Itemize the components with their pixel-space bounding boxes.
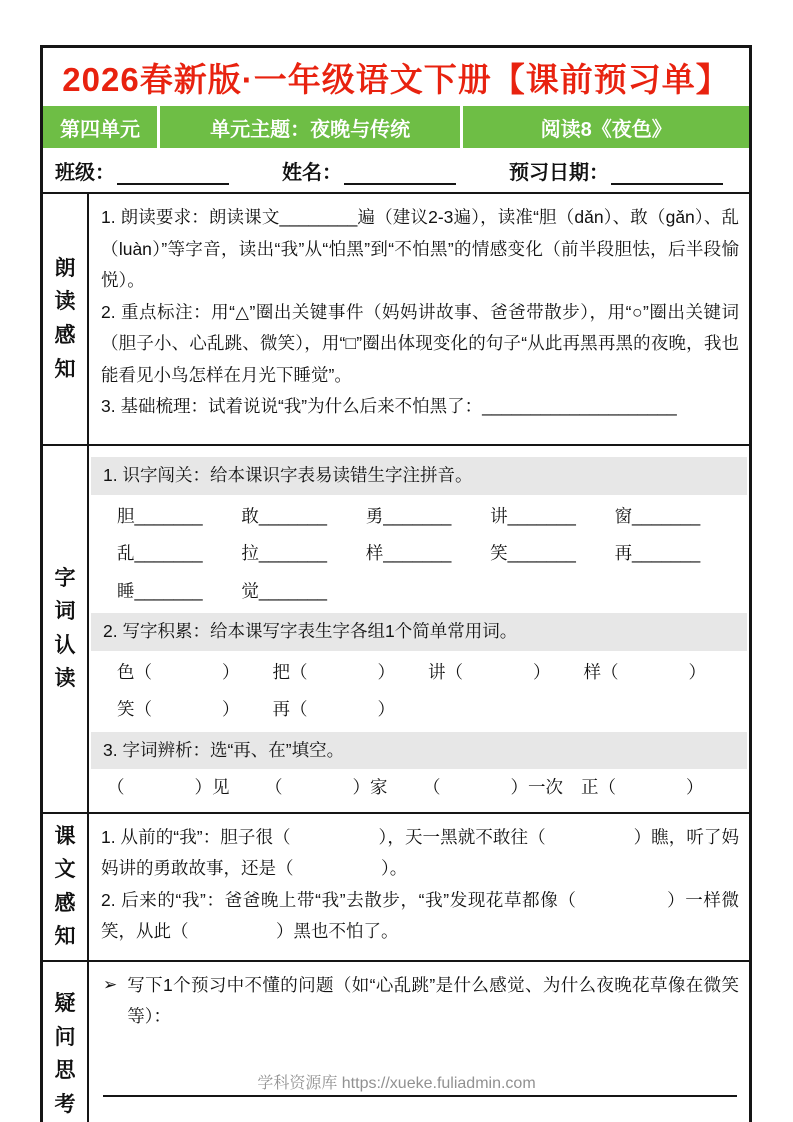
class-field [55, 156, 229, 185]
pinyin-fill-item: 再_______ [614, 543, 701, 563]
section-label: 疑问思考 [54, 992, 76, 1116]
word-fill-item: 笑（ ） [117, 699, 240, 719]
question-prompt: 写下1个预习中不懂的问题（如“心乱跳”是什么感觉、为什么夜晚花草像在微笑等）： [127, 974, 739, 1027]
pinyin-fill-item: 窗_______ [614, 505, 701, 526]
basic-sorting: 3. 基础梳理：试着说说“我”为什么后来不怕黑了：____________________ [101, 396, 677, 416]
section-label-cell [43, 814, 89, 960]
question-prompt-row [101, 970, 739, 1033]
word-fill-grid [101, 654, 739, 729]
instruction-words: 2. 写字积累：给本课写字表生字各组1个简单常用词。 [91, 613, 747, 651]
section-text-perception [43, 812, 749, 960]
section-content [89, 962, 749, 1122]
name-blank [344, 162, 456, 185]
instruction-pinyin: 1. 识字闯关：给本课识字表易读错生字注拼音。 [91, 457, 747, 495]
zai-fill-item: （ ）见 [107, 777, 230, 797]
class-label: 班级： [55, 161, 115, 184]
pinyin-fill-item: 胆_______ [117, 505, 203, 526]
pinyin-fill-grid [101, 498, 739, 611]
zai-fill-item: 正（ ） [581, 777, 704, 797]
lesson-title: 阅读8《夜色》 [463, 106, 749, 148]
section-question-thinking [43, 960, 749, 1122]
date-field [509, 156, 723, 185]
section-content [89, 194, 749, 444]
answer-line [103, 1097, 737, 1122]
reading-requirement: 1. 朗读要求：朗读课文________遍（建议2-3遍），读准“胆（dǎn）、敢（gǎn）、乱（luàn）”等字音，读出“我”从“怕黑”到“不怕黑”的情感变化（前半段胆怯，后半段愉悦）。 [101, 207, 739, 290]
section-content [89, 446, 749, 812]
zai-fill-item: （ ）家 [265, 777, 388, 797]
after-me-item: 2. 后来的“我”：爸爸晚上带“我”去散步，“我”发现花草都像（ ）一样微笑，从此（ ）黑也不怕了。 [101, 889, 739, 941]
instruction-discrimination: 3. 字词辨析：选“再、在”填空。 [91, 732, 747, 770]
name-field [282, 156, 456, 185]
zai-fill-item: （ ）一次 [423, 777, 563, 797]
section-label-cell [43, 194, 89, 444]
pinyin-fill-item: 敢_______ [241, 505, 328, 526]
worksheet-sheet [40, 45, 752, 1122]
section-word-recognition [43, 444, 749, 812]
section-label: 课文感知 [54, 824, 76, 949]
pinyin-fill-item: 拉_______ [241, 543, 328, 563]
date-blank [611, 162, 723, 185]
key-marking: 2. 重点标注：用“△”圈出关键事件（妈妈讲故事、爸爸带散步），用“○”圈出关键词（胆子小、心乱跳、微笑），用“□”圈出体现变化的句子“从此再黑再黑的夜晚，我也能看见小鸟怎样在月光下睡觉”。 [101, 301, 739, 385]
section-reading-perception [43, 192, 749, 444]
pinyin-fill-item: 觉_______ [241, 580, 328, 601]
section-content [89, 814, 749, 960]
pinyin-fill-item: 勇_______ [365, 505, 452, 526]
word-fill-item: 把（ ） [272, 661, 395, 682]
zai-fill-grid [101, 772, 739, 804]
before-me-item: 1. 从前的“我”：胆子很（ ），天一黑就不敢往（ ）瞧，听了妈妈讲的勇敢故事，还是（ ）。 [101, 826, 739, 878]
unit-header-bar [43, 106, 749, 148]
name-label: 姓名： [282, 161, 342, 184]
section-label-cell [43, 446, 89, 812]
arrow-bullet-icon: ➢ [103, 974, 118, 994]
pinyin-fill-item: 讲_______ [490, 505, 576, 526]
word-fill-item: 色（ ） [117, 661, 240, 682]
date-label: 预习日期： [509, 161, 609, 184]
pinyin-fill-item: 样_______ [365, 543, 452, 563]
class-blank [117, 162, 229, 185]
unit-theme: 单元主题：夜晚与传统 [160, 106, 460, 148]
pinyin-fill-item: 乱_______ [117, 543, 203, 563]
page-title: 2026春新版·一年级语文下册【课前预习单】 [62, 60, 730, 98]
student-info-row [43, 148, 749, 192]
source-footer: 学科资源库 https://xueke.fuliadmin.com [257, 1075, 536, 1092]
section-label: 朗读感知 [54, 256, 76, 381]
unit-number: 第四单元 [43, 106, 157, 148]
word-fill-item: 样（ ） [583, 661, 706, 682]
pinyin-fill-item: 笑_______ [490, 543, 576, 563]
word-fill-item: 再（ ） [272, 699, 395, 719]
section-label-cell [43, 962, 89, 1122]
word-fill-item: 讲（ ） [428, 661, 551, 682]
pinyin-fill-item: 睡_______ [117, 580, 203, 601]
section-label: 字词认读 [54, 566, 76, 691]
